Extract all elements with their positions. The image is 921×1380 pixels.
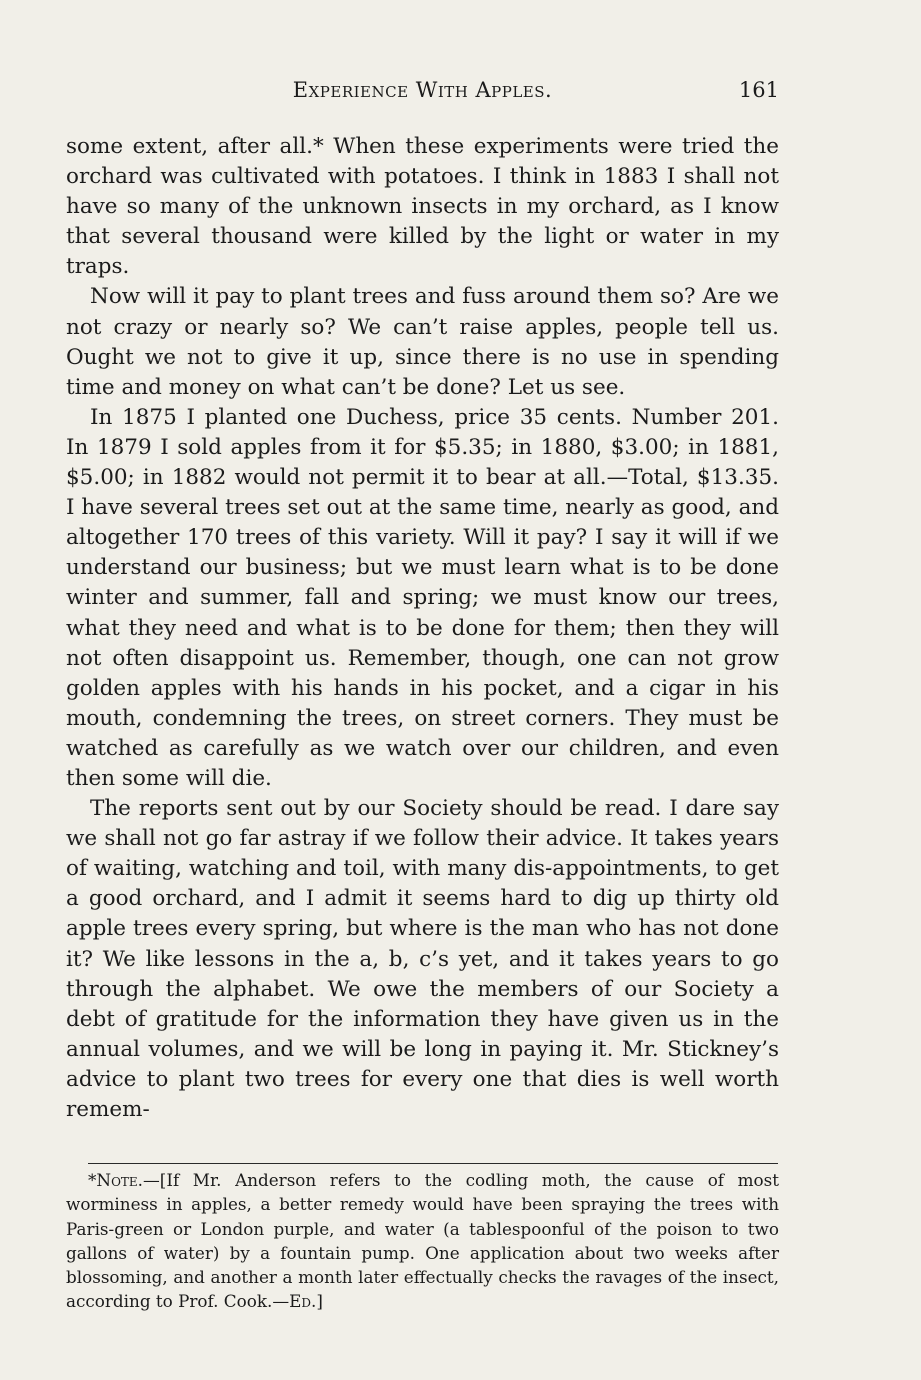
footnote-paragraph xyxy=(66,1168,779,1314)
paragraph-1: some extent, after all.* When these experiments were tried the orchard was cultivated with potatoes. I think in 1883 I shall not have so many of the unknown insects in my orchard, as I know that several thousand were killed by the light or water in my traps. xyxy=(66,134,779,280)
book-page xyxy=(66,0,779,1380)
footnote-divider xyxy=(88,1163,778,1164)
page-number: 161 xyxy=(738,78,779,102)
body-text xyxy=(66,132,779,1125)
running-head xyxy=(66,78,779,108)
paragraph-3: In 1875 I planted one Duchess, price 35 cents. Number 201. In 1879 I sold apples from it for $5.35; in 1880, $3.00; in 1881, $5.00; in 1882 would not permit it to bear at all.—Total, $13.35. I have several trees set out at the same time, nearly as good, and altogether 170 trees of this variety. Will it pay? I say it will if we understand our business; but we must learn what is to be done winter and summer, fall and spring; we must know our trees, what they need and what is to be done for them; then they will not often disappoint us. Remember, though, one can not grow golden apples with his hands in his pocket, and a cigar in his mouth, condemning the trees, on street corners. They must be watched as carefully as we watch over our children, and even then some will die. xyxy=(66,404,780,791)
running-title: Experience With Apples. xyxy=(292,78,553,102)
paragraph-2: Now will it pay to plant trees and fuss around them so? Are we not crazy or nearly so? We can’t raise apples, people tell us. Ought we not to give it up, since there is no use in spending time and money on what can’t be done? Let us see. xyxy=(66,284,779,400)
footnote-text: —[If Mr. Anderson refers to the codling moth, the cause of most worminess in apples, a better remedy would have been spraying the trees with Paris-green or London purple, and water (a tablespoonful of the poison to two gallons of water) by a fountain pump. One application about two weeks after blossoming, and another a month later effectually checks the ravages of the insect, according to Prof. Cook.— xyxy=(66,1170,779,1312)
footnote-signature: Ed. xyxy=(289,1291,317,1312)
paragraph-4: The reports sent out by our Society should be read. I dare say we shall not go far astray if we follow their advice. It takes years of waiting, watching and toil, with many dis-appointments, to get a good orchard, and I admit it seems hard to dig up thirty old apple trees every spring, but where is the man who has not done it? We like lessons in the a, b, c’s yet, and it takes years to go through the alphabet. We owe the members of our Society a debt of gratitude for the information they have given us in the annual volumes, and we will be long in paying it. Mr. Stickney’s advice to plant two trees for every one that dies is well worth remem- xyxy=(66,796,779,1122)
footnote xyxy=(66,1168,779,1314)
footnote-label: Note. xyxy=(96,1170,144,1190)
footnote-closing: ] xyxy=(316,1291,323,1312)
footnote-marker: * xyxy=(88,1170,97,1190)
